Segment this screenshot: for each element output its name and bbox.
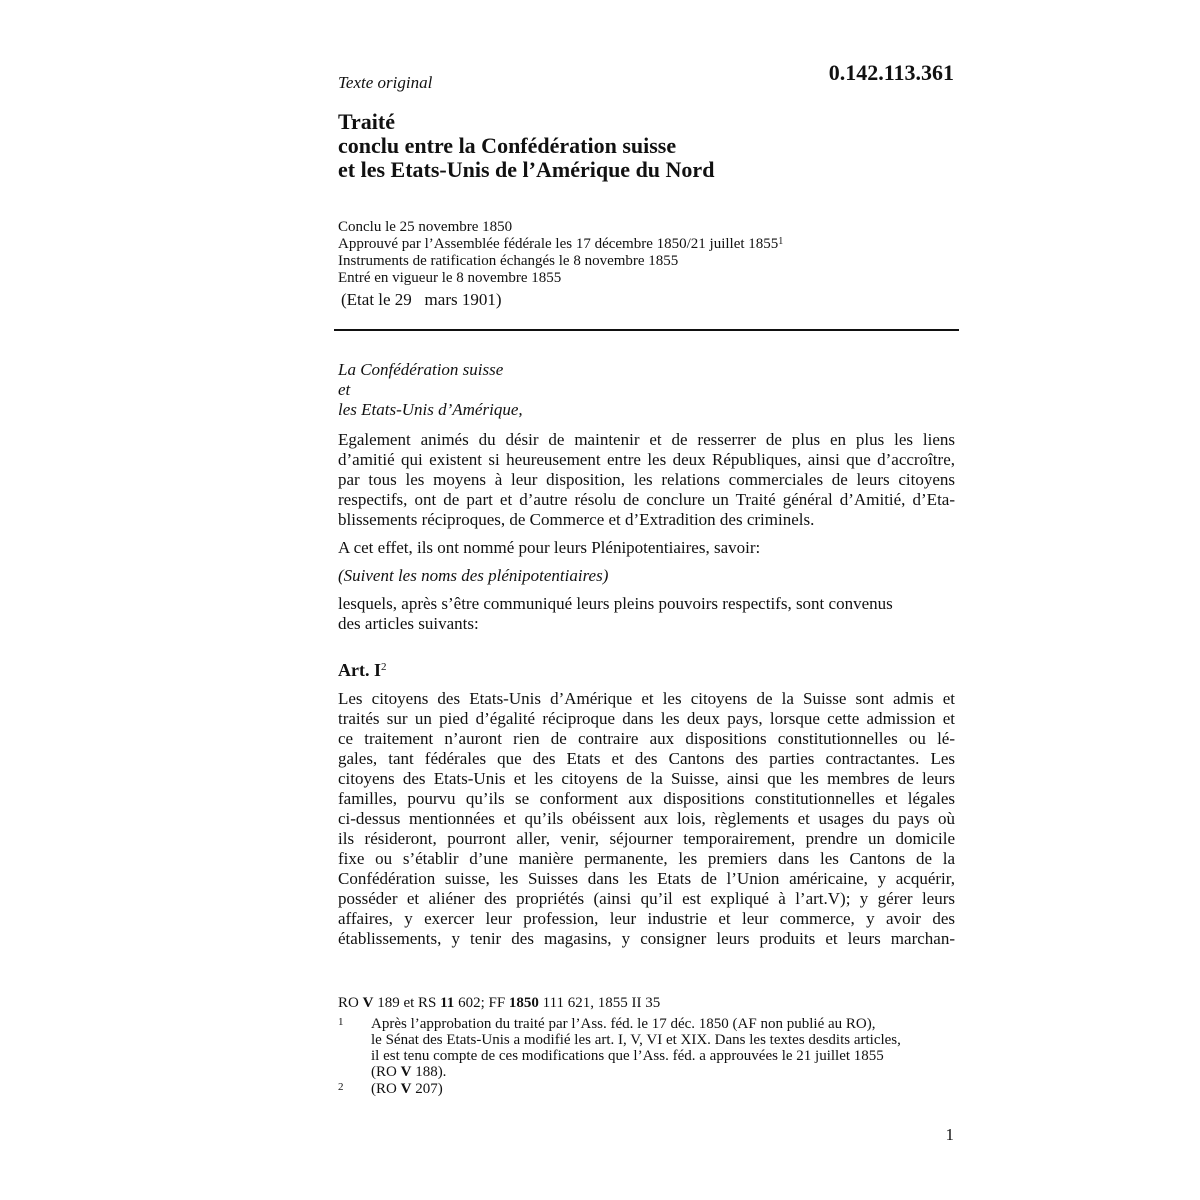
paragraph-line: (Suivent les noms des plénipotentiaires)	[338, 566, 609, 585]
fn1-v: V	[400, 1064, 412, 1080]
paragraph-3	[338, 566, 955, 586]
source-ro: RO	[338, 995, 363, 1011]
article-1-body	[338, 689, 955, 949]
source-end: 111 621, 1855 II 35	[538, 995, 661, 1011]
fn2-ro: (RO	[371, 1081, 401, 1097]
footnote-ref-1: 1	[778, 236, 784, 247]
paragraph-line: lesquels, après s’être communiqué leurs pleins pouvoirs respectifs, sont convenus	[338, 594, 893, 613]
meta-entre: Entré en vigueur le 8 novembre 1855	[338, 270, 562, 286]
source-mid: 189 et RS	[373, 995, 441, 1011]
paragraph-line: blissements réciproques, de Commerce et d’Extradition des criminels.	[338, 510, 815, 529]
page-number: 1	[945, 1125, 954, 1144]
header-divider	[334, 329, 959, 331]
article-line: ils résideront, pourront aller, venir, séjourner temporairement, prendre un domicile	[338, 829, 955, 848]
article-line: ci-dessus mentionnées et qu’ils obéissent aux lois, règlements et usages du pays où	[338, 809, 955, 828]
footnote-line: le Sénat des Etats-Unis a modifié les art. I, V, VI et XIX. Dans les textes desdits articles,	[371, 1032, 901, 1048]
source-v: V	[362, 995, 374, 1011]
meta-instruments: Instruments de ratification échangés le 8 novembre 1855	[338, 253, 679, 269]
source-year: 1850	[508, 995, 539, 1011]
treaty-metadata	[338, 219, 958, 287]
preamble-line-1: La Confédération suisse	[338, 360, 504, 379]
article-line: citoyens des Etats-Unis et les citoyens de la Suisse, ainsi que les membres de leurs	[338, 769, 955, 788]
title-line-3: et les Etats-Unis de l’Amérique du Nord	[338, 157, 715, 182]
paragraph-line: A cet effet, ils ont nommé pour leurs Plénipotentiaires, savoir:	[338, 538, 761, 557]
paragraph-line: Egalement animés du désir de maintenir et de resserrer de plus en plus les liens	[338, 430, 955, 449]
article-line: traités sur un pied d’égalité réciproque dans les deux pays, lorsque cette admission et	[338, 709, 955, 728]
fn1-end: 188).	[411, 1064, 447, 1080]
paragraph-2	[338, 538, 955, 558]
footnote-1-number: 1	[338, 1016, 344, 1028]
source-mid2: 602; FF	[454, 995, 509, 1011]
footnote-2-text	[371, 1081, 961, 1097]
footnote-line	[371, 1064, 961, 1080]
article-1-heading	[338, 660, 387, 681]
footnote-1-text	[371, 1016, 961, 1080]
footnote-line	[371, 1081, 961, 1097]
article-line: familles, pourvu qu’ils se conforment aux dispositions constitutionnelles et légales	[338, 789, 955, 808]
title-line-2: conclu entre la Confédération suisse	[338, 133, 677, 158]
article-line: ce traitement n’auront rien de contraire aux dispositions constitutionnelles ou lé-	[338, 729, 955, 748]
paragraph-4	[338, 594, 955, 634]
article-line: Confédération suisse, les Suisses dans les Etats de l’Union américaine, y acquérir,	[338, 869, 955, 888]
paragraph-line: respectifs, ont de part et d’autre résolu de conclure un Traité général d’Amitié, d’Eta-	[338, 490, 955, 509]
meta-approuve	[338, 236, 958, 253]
article-line: fixe ou s’établir d’une manière permanente, les premiers dans les Cantons de la	[338, 849, 955, 868]
paragraph-1	[338, 430, 955, 530]
source-eleven: 11	[440, 995, 455, 1011]
texte-original-label: Texte original	[338, 73, 433, 92]
meta-approuve-text: Approuvé par l’Assemblée fédérale les 17 décembre 1850/21 juillet 1855	[338, 236, 779, 252]
document-title	[338, 110, 958, 182]
etat-date: (Etat le 29 mars 1901)	[341, 290, 502, 309]
article-line: Les citoyens des Etats-Unis d’Amérique et les citoyens de la Suisse sont admis et	[338, 689, 955, 708]
footnote-2-number: 2	[338, 1081, 344, 1093]
footnote-source	[338, 995, 660, 1012]
paragraph-line: d’amitié qui existent si heureusement entre les deux Républiques, ainsi que d’accroître,	[338, 450, 955, 469]
fn2-v: V	[400, 1081, 412, 1097]
footnote-line: Après l’approbation du traité par l’Ass. féd. le 17 déc. 1850 (AF non publié au RO),	[371, 1016, 876, 1032]
article-line: gales, tant fédérales que des Etats et des Cantons des parties contractantes. Les	[338, 749, 955, 768]
article-line: affaires, y exercer leur profession, leur industrie et leur commerce, y avoir des	[338, 909, 955, 928]
document-number: 0.142.113.361	[828, 60, 954, 85]
preamble-line-3: les Etats-Unis d’Amérique,	[338, 400, 523, 419]
fn2-end: 207)	[411, 1081, 443, 1097]
footnote-ref-2: 2	[381, 661, 387, 673]
article-1-heading-text: Art. I	[338, 660, 381, 680]
paragraph-line: des articles suivants:	[338, 614, 479, 633]
article-line: posséder et aliéner des propriétés (ainsi qu’il est expliqué à l’art.V); y gérer leurs	[338, 889, 955, 908]
fn1-ro: (RO	[371, 1064, 401, 1080]
preamble-line-2: et	[338, 380, 351, 399]
preamble	[338, 360, 955, 420]
article-line: établissements, y tenir des magasins, y consigner leurs produits et leurs marchan-	[338, 929, 955, 948]
title-line-1: Traité	[338, 109, 396, 134]
footnote-line: il est tenu compte de ces modifications que l’Ass. féd. a approuvées le 21 juillet 1855	[371, 1048, 884, 1064]
paragraph-line: par tous les moyens à leur disposition, les relations commerciales de leurs citoyens	[338, 470, 955, 489]
meta-conclu: Conclu le 25 novembre 1850	[338, 219, 513, 235]
